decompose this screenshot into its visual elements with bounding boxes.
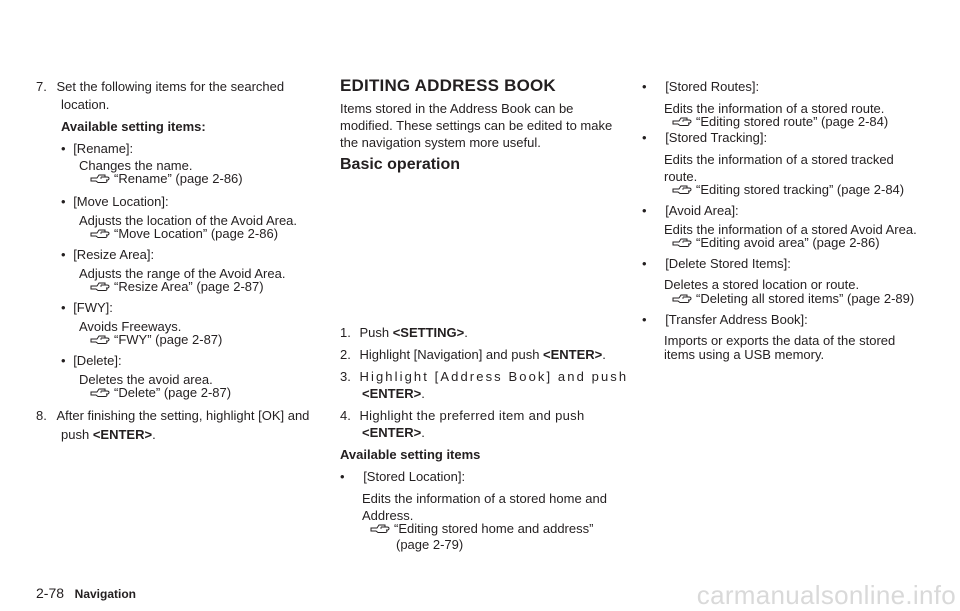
- reference-text: “Editing avoid area” (page 2-86): [696, 235, 880, 250]
- section-title: EDITING ADDRESS BOOK: [340, 76, 556, 95]
- reference-text: “Deleting all stored items” (page 2-89): [696, 291, 915, 306]
- step-text: push: [61, 427, 93, 442]
- key-label: <SETTING>: [392, 325, 465, 340]
- list-item: [642, 78, 759, 96]
- item-desc: Imports or exports the data of the stored: [664, 333, 896, 348]
- page-number: 2-78: [36, 585, 65, 601]
- pointing-hand-icon: [672, 181, 692, 195]
- list-item: [61, 299, 113, 317]
- page-reference[interactable]: [90, 170, 243, 188]
- item-desc: Edits the information of a stored Avoid Area.: [664, 222, 917, 237]
- item-label: [Resize Area]:: [73, 247, 155, 262]
- item-desc: Edits the information of a stored home and: [362, 491, 607, 506]
- step-1: [340, 324, 468, 342]
- step-4-cont: [362, 424, 425, 442]
- pointing-hand-icon: [90, 170, 110, 184]
- step-text: Highlight [Address Book] and push: [359, 369, 629, 384]
- pointing-hand-icon: [90, 278, 110, 292]
- step-text: .: [421, 425, 425, 440]
- bullet: •: [642, 312, 647, 327]
- item-desc: Adjusts the range of the Avoid Area.: [79, 266, 286, 281]
- step-7-cont: location.: [61, 97, 110, 112]
- step-number: 4.: [340, 408, 351, 423]
- page-reference[interactable]: [672, 181, 904, 199]
- bullet: •: [61, 194, 66, 209]
- intro-line: modified. These settings can be edited to make: [340, 118, 613, 133]
- intro-line: the navigation system more useful.: [340, 135, 541, 150]
- step-text: Set the following items for the searched: [56, 79, 285, 94]
- pointing-hand-icon: [672, 290, 692, 304]
- bullet: •: [642, 130, 647, 145]
- pointing-hand-icon: [672, 113, 692, 127]
- step-number: 1.: [340, 325, 351, 340]
- bullet: •: [340, 469, 345, 484]
- reference-text: “FWY” (page 2-87): [114, 332, 223, 347]
- list-item: [642, 255, 791, 273]
- step-text: .: [421, 386, 425, 401]
- reference-text: “Resize Area” (page 2-87): [114, 279, 264, 294]
- item-desc: Deletes a stored location or route.: [664, 277, 860, 292]
- step-number: 2.: [340, 347, 351, 362]
- section-name: Navigation: [74, 587, 136, 601]
- bullet: •: [642, 203, 647, 218]
- reference-text: “Editing stored tracking” (page 2-84): [696, 182, 905, 197]
- page-reference[interactable]: [672, 234, 880, 252]
- step-2: [340, 346, 606, 364]
- list-item: [61, 193, 169, 211]
- step-3: [340, 368, 628, 386]
- page-reference[interactable]: [672, 290, 914, 308]
- available-heading: Available setting items:: [61, 119, 206, 134]
- step-4: [340, 407, 584, 425]
- step-text: Highlight [Navigation] and push: [359, 347, 544, 362]
- step-8-cont: [61, 426, 156, 444]
- pointing-hand-icon: [370, 520, 390, 534]
- item-desc: Avoids Freeways.: [79, 319, 182, 334]
- pointing-hand-icon: [90, 331, 110, 345]
- reference-text: “Delete” (page 2-87): [114, 385, 232, 400]
- step-3-cont: [362, 385, 425, 403]
- reference-text[interactable]: (page 2-79): [396, 537, 464, 552]
- page-footer: [36, 584, 136, 603]
- item-label: [Stored Location]:: [363, 469, 466, 484]
- pointing-hand-icon: [90, 384, 110, 398]
- step-text: .: [464, 325, 468, 340]
- list-item: [340, 468, 465, 486]
- reference-text: “Move Location” (page 2-86): [114, 226, 279, 241]
- key-label: <ENTER>: [543, 347, 603, 362]
- watermark: carmanualsonline.info: [696, 580, 956, 610]
- bullet: •: [61, 300, 66, 315]
- step-8: [36, 407, 309, 425]
- bullet: •: [61, 141, 66, 156]
- item-desc: Changes the name.: [79, 158, 193, 173]
- item-desc: Edits the information of a stored tracked: [664, 152, 894, 167]
- item-label: [Transfer Address Book]:: [665, 312, 808, 327]
- item-desc: Deletes the avoid area.: [79, 372, 213, 387]
- key-label: <ENTER>: [362, 386, 422, 401]
- reference-text: “Editing stored home and address”: [394, 521, 594, 536]
- item-desc: Address.: [362, 508, 414, 523]
- key-label: <ENTER>: [92, 427, 153, 442]
- item-desc: items using a USB memory.: [664, 347, 825, 362]
- reference-text: “Rename” (page 2-86): [114, 171, 243, 186]
- item-label: [FWY]:: [73, 300, 113, 315]
- item-label: [Rename]:: [73, 141, 134, 156]
- intro-line: Items stored in the Address Book can be: [340, 101, 574, 116]
- step-number: 8.: [36, 408, 47, 423]
- step-text: Push: [359, 325, 393, 340]
- subsection-title: Basic operation: [340, 156, 461, 173]
- page-reference[interactable]: [90, 278, 264, 296]
- page-reference[interactable]: [90, 225, 278, 243]
- bullet: •: [642, 256, 647, 271]
- step-number: 7.: [36, 79, 47, 94]
- step-text: Highlight the preferred item and push: [359, 408, 585, 423]
- page-reference[interactable]: [90, 331, 222, 349]
- step-text: .: [152, 427, 156, 442]
- pointing-hand-icon: [90, 225, 110, 239]
- pointing-hand-icon: [672, 234, 692, 248]
- list-item: [61, 246, 154, 264]
- bullet: •: [642, 79, 647, 94]
- step-number: 3.: [340, 369, 351, 384]
- available-heading: Available setting items: [340, 447, 481, 462]
- item-label: [Avoid Area]:: [665, 203, 739, 218]
- step-text: After finishing the setting, highlight [OK] and: [56, 408, 310, 423]
- step-7: [36, 78, 284, 96]
- list-item: [642, 311, 808, 329]
- item-desc: route.: [664, 169, 698, 184]
- key-label: <ENTER>: [362, 425, 422, 440]
- list-item: [642, 202, 739, 220]
- page-reference[interactable]: [90, 384, 231, 402]
- item-label: [Stored Tracking]:: [665, 130, 768, 145]
- item-label: [Stored Routes]:: [665, 79, 760, 94]
- item-desc: Edits the information of a stored route.: [664, 101, 885, 116]
- reference-text: “Editing stored route” (page 2-84): [696, 114, 889, 129]
- bullet: •: [61, 247, 66, 262]
- bullet: •: [61, 353, 66, 368]
- item-desc: Adjusts the location of the Avoid Area.: [79, 213, 298, 228]
- item-label: [Move Location]:: [73, 194, 169, 209]
- item-label: [Delete Stored Items]:: [665, 256, 791, 271]
- list-item: [61, 352, 122, 370]
- list-item: [61, 140, 133, 158]
- step-text: .: [602, 347, 606, 362]
- item-label: [Delete]:: [73, 353, 122, 368]
- list-item: [642, 129, 767, 147]
